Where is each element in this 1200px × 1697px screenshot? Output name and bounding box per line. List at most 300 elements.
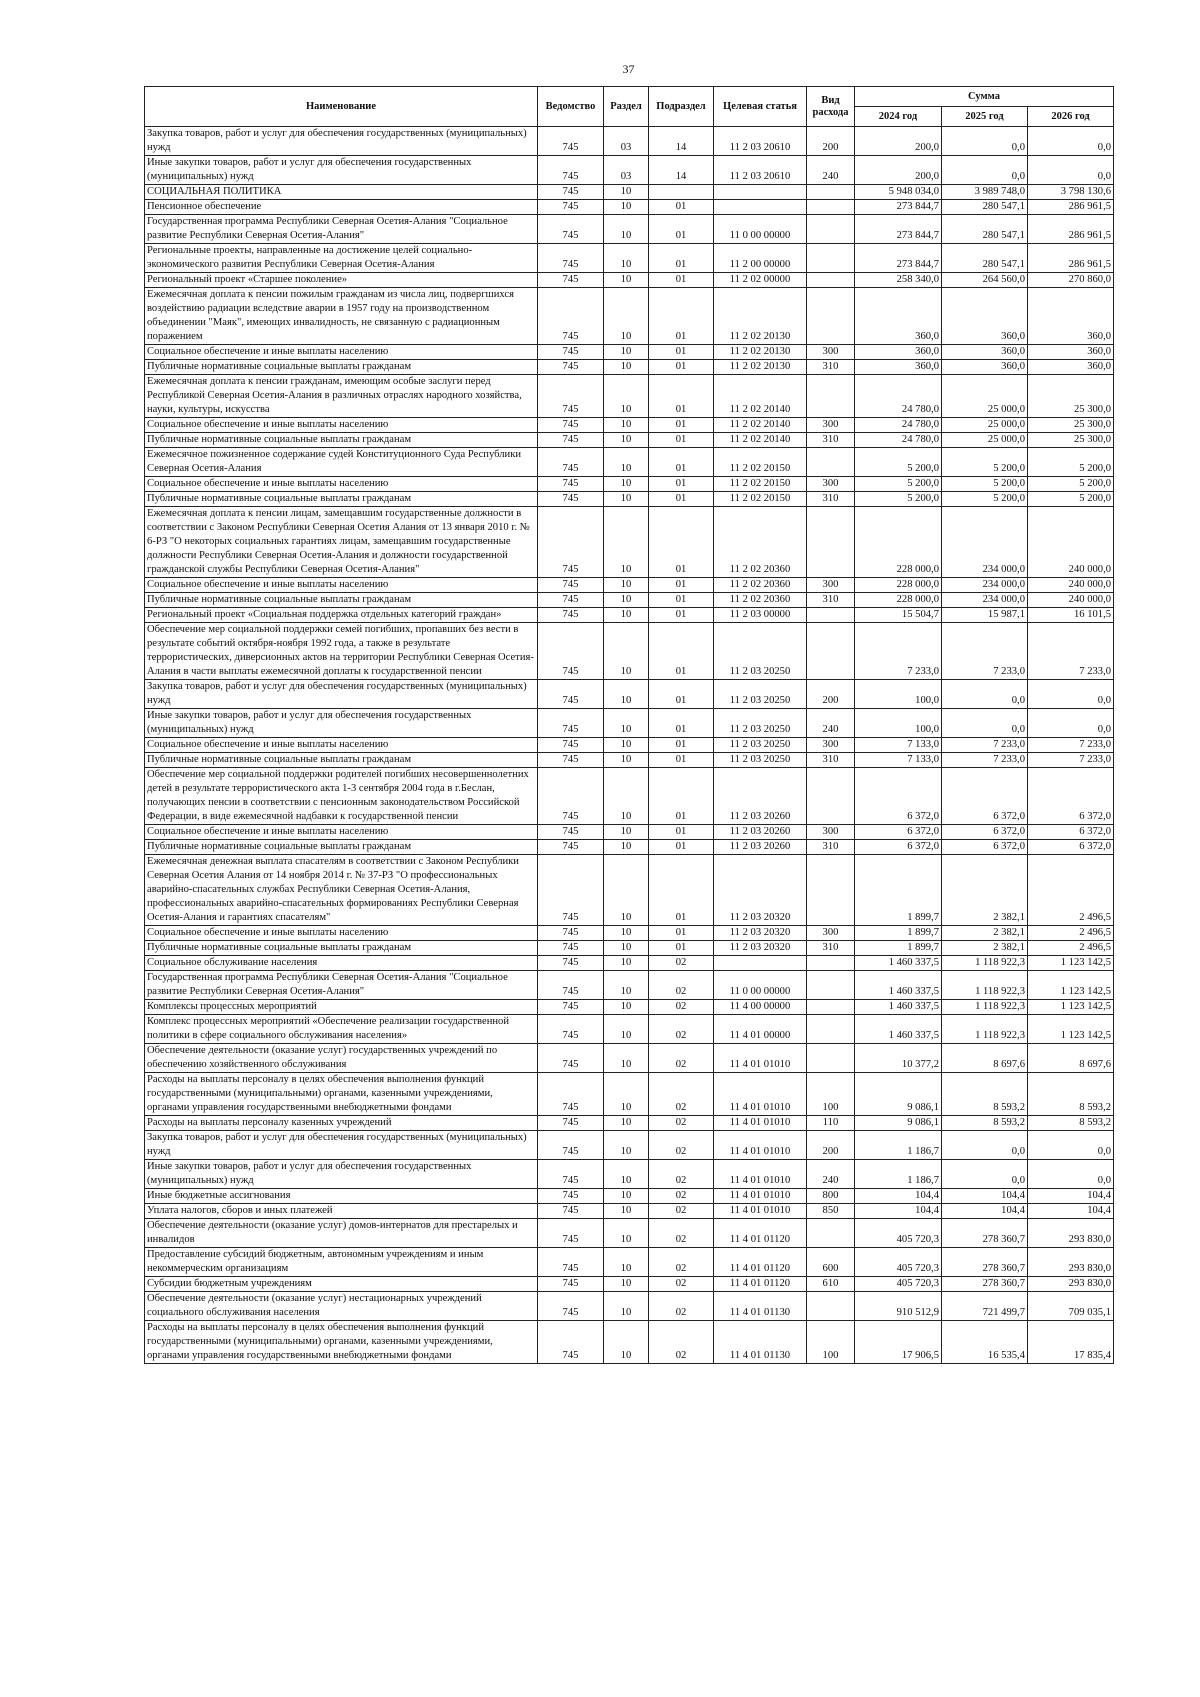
cell-expense-type: 240 bbox=[807, 1160, 855, 1189]
cell-sum-2024: 200,0 bbox=[855, 127, 942, 156]
cell-sum-2025: 0,0 bbox=[942, 1160, 1028, 1189]
cell-sum-2025: 7 233,0 bbox=[942, 623, 1028, 680]
cell-sum-2025: 234 000,0 bbox=[942, 593, 1028, 608]
table-row bbox=[145, 825, 1114, 840]
cell-sum-2025: 278 360,7 bbox=[942, 1277, 1028, 1292]
cell-target-article: 11 2 00 00000 bbox=[714, 244, 807, 273]
cell-sum-2024: 228 000,0 bbox=[855, 507, 942, 578]
table-row bbox=[145, 418, 1114, 433]
table-row bbox=[145, 709, 1114, 738]
cell-razdel: 10 bbox=[604, 1131, 649, 1160]
cell-target-article: 11 2 02 20130 bbox=[714, 288, 807, 345]
cell-expense-type bbox=[807, 185, 855, 200]
cell-sum-2026: 709 035,1 bbox=[1028, 1292, 1114, 1321]
cell-vedomstvo: 745 bbox=[538, 738, 604, 753]
cell-sum-2025: 104,4 bbox=[942, 1189, 1028, 1204]
cell-podrazdel: 02 bbox=[649, 971, 714, 1000]
cell-sum-2026: 286 961,5 bbox=[1028, 244, 1114, 273]
cell-name: СОЦИАЛЬНАЯ ПОЛИТИКА bbox=[145, 185, 538, 200]
cell-razdel: 10 bbox=[604, 753, 649, 768]
cell-sum-2024: 1 186,7 bbox=[855, 1131, 942, 1160]
cell-sum-2024: 360,0 bbox=[855, 345, 942, 360]
cell-razdel: 10 bbox=[604, 477, 649, 492]
cell-expense-type: 850 bbox=[807, 1204, 855, 1219]
cell-vedomstvo: 745 bbox=[538, 926, 604, 941]
cell-name: Обеспечение деятельности (оказание услуг) государственных учреждений по обеспечению хозяйственного обслуживания bbox=[145, 1044, 538, 1073]
cell-razdel: 10 bbox=[604, 608, 649, 623]
cell-expense-type bbox=[807, 273, 855, 288]
cell-vedomstvo: 745 bbox=[538, 492, 604, 507]
cell-expense-type: 100 bbox=[807, 1073, 855, 1116]
table-row bbox=[145, 1292, 1114, 1321]
cell-expense-type: 310 bbox=[807, 941, 855, 956]
cell-vedomstvo: 745 bbox=[538, 578, 604, 593]
table-row bbox=[145, 360, 1114, 375]
cell-podrazdel bbox=[649, 185, 714, 200]
cell-sum-2025: 2 382,1 bbox=[942, 941, 1028, 956]
cell-expense-type bbox=[807, 288, 855, 345]
cell-podrazdel: 02 bbox=[649, 1219, 714, 1248]
cell-sum-2024: 1 899,7 bbox=[855, 855, 942, 926]
cell-sum-2025: 5 200,0 bbox=[942, 477, 1028, 492]
table-row bbox=[145, 1116, 1114, 1131]
cell-name: Социальное обеспечение и иные выплаты населению bbox=[145, 345, 538, 360]
table-row bbox=[145, 433, 1114, 448]
cell-sum-2025: 8 697,6 bbox=[942, 1044, 1028, 1073]
cell-target-article: 11 2 03 20610 bbox=[714, 156, 807, 185]
cell-razdel: 10 bbox=[604, 1000, 649, 1015]
cell-sum-2024: 24 780,0 bbox=[855, 433, 942, 448]
cell-sum-2024: 5 200,0 bbox=[855, 477, 942, 492]
cell-razdel: 10 bbox=[604, 926, 649, 941]
table-row bbox=[145, 185, 1114, 200]
cell-sum-2025: 0,0 bbox=[942, 156, 1028, 185]
cell-expense-type: 110 bbox=[807, 1116, 855, 1131]
cell-sum-2026: 25 300,0 bbox=[1028, 375, 1114, 418]
cell-target-article: 11 2 02 20150 bbox=[714, 492, 807, 507]
cell-sum-2025: 7 233,0 bbox=[942, 738, 1028, 753]
cell-name: Социальное обеспечение и иные выплаты населению bbox=[145, 578, 538, 593]
cell-razdel: 10 bbox=[604, 825, 649, 840]
cell-razdel: 10 bbox=[604, 738, 649, 753]
cell-vedomstvo: 745 bbox=[538, 971, 604, 1000]
cell-sum-2026: 293 830,0 bbox=[1028, 1277, 1114, 1292]
cell-expense-type: 610 bbox=[807, 1277, 855, 1292]
header-target-article: Целевая статья bbox=[714, 87, 807, 127]
cell-sum-2026: 8 593,2 bbox=[1028, 1073, 1114, 1116]
cell-name: Закупка товаров, работ и услуг для обеспечения государственных (муниципальных) нужд bbox=[145, 680, 538, 709]
table-row bbox=[145, 156, 1114, 185]
cell-target-article: 11 4 01 01010 bbox=[714, 1073, 807, 1116]
cell-sum-2026: 2 496,5 bbox=[1028, 941, 1114, 956]
cell-sum-2026: 25 300,0 bbox=[1028, 418, 1114, 433]
cell-target-article bbox=[714, 200, 807, 215]
cell-sum-2024: 273 844,7 bbox=[855, 215, 942, 244]
cell-vedomstvo: 745 bbox=[538, 433, 604, 448]
cell-sum-2026: 7 233,0 bbox=[1028, 738, 1114, 753]
cell-podrazdel: 02 bbox=[649, 1189, 714, 1204]
cell-vedomstvo: 745 bbox=[538, 1116, 604, 1131]
cell-target-article: 11 2 03 20260 bbox=[714, 825, 807, 840]
cell-name: Региональный проект «Старшее поколение» bbox=[145, 273, 538, 288]
cell-vedomstvo: 745 bbox=[538, 1277, 604, 1292]
cell-podrazdel: 01 bbox=[649, 578, 714, 593]
cell-razdel: 10 bbox=[604, 971, 649, 1000]
cell-razdel: 10 bbox=[604, 1292, 649, 1321]
cell-vedomstvo: 745 bbox=[538, 507, 604, 578]
cell-name: Иные закупки товаров, работ и услуг для обеспечения государственных (муниципальных) нужд bbox=[145, 1160, 538, 1189]
cell-razdel: 10 bbox=[604, 956, 649, 971]
cell-sum-2026: 286 961,5 bbox=[1028, 215, 1114, 244]
cell-sum-2024: 24 780,0 bbox=[855, 375, 942, 418]
cell-expense-type bbox=[807, 1292, 855, 1321]
table-row bbox=[145, 127, 1114, 156]
cell-target-article: 11 2 03 20320 bbox=[714, 941, 807, 956]
cell-sum-2026: 2 496,5 bbox=[1028, 855, 1114, 926]
cell-razdel: 10 bbox=[604, 1248, 649, 1277]
cell-name: Государственная программа Республики Северная Осетия-Алания "Социальное развитие Республики Северная Осетия-Алания" bbox=[145, 215, 538, 244]
cell-razdel: 10 bbox=[604, 1189, 649, 1204]
cell-podrazdel: 01 bbox=[649, 433, 714, 448]
cell-name: Публичные нормативные социальные выплаты гражданам bbox=[145, 753, 538, 768]
cell-razdel: 10 bbox=[604, 855, 649, 926]
cell-podrazdel: 01 bbox=[649, 244, 714, 273]
cell-podrazdel: 14 bbox=[649, 127, 714, 156]
cell-sum-2025: 2 382,1 bbox=[942, 855, 1028, 926]
table-row bbox=[145, 1219, 1114, 1248]
header-2025: 2025 год bbox=[942, 107, 1028, 127]
table-row bbox=[145, 840, 1114, 855]
cell-sum-2025: 104,4 bbox=[942, 1204, 1028, 1219]
cell-expense-type bbox=[807, 507, 855, 578]
table-row bbox=[145, 956, 1114, 971]
cell-expense-type bbox=[807, 1044, 855, 1073]
cell-sum-2025: 0,0 bbox=[942, 680, 1028, 709]
cell-name: Ежемесячная денежная выплата спасателям в соответствии с Законом Республики Северная Осетия Алания от 14 ноября 2014 г. № 37-РЗ "О профессиональных аварийно-спасательных службах Республики Северная Осетия-Алания, профессиональных аварийно-спасательных формированиях Республики Северная Осетия-Алания и гарантиях спасателям" bbox=[145, 855, 538, 926]
page-number: 37 bbox=[622, 62, 635, 76]
cell-sum-2024: 10 377,2 bbox=[855, 1044, 942, 1073]
cell-expense-type: 800 bbox=[807, 1189, 855, 1204]
cell-sum-2026: 6 372,0 bbox=[1028, 825, 1114, 840]
cell-sum-2024: 405 720,3 bbox=[855, 1277, 942, 1292]
cell-target-article: 11 4 01 01130 bbox=[714, 1321, 807, 1364]
cell-sum-2026: 360,0 bbox=[1028, 345, 1114, 360]
cell-target-article: 11 2 02 20150 bbox=[714, 477, 807, 492]
cell-name: Социальное обеспечение и иные выплаты населению bbox=[145, 418, 538, 433]
cell-sum-2025: 6 372,0 bbox=[942, 840, 1028, 855]
cell-podrazdel: 01 bbox=[649, 215, 714, 244]
cell-podrazdel: 01 bbox=[649, 593, 714, 608]
cell-vedomstvo: 745 bbox=[538, 345, 604, 360]
cell-vedomstvo: 745 bbox=[538, 200, 604, 215]
cell-sum-2024: 15 504,7 bbox=[855, 608, 942, 623]
cell-expense-type: 600 bbox=[807, 1248, 855, 1277]
cell-sum-2026: 3 798 130,6 bbox=[1028, 185, 1114, 200]
cell-name: Предоставление субсидий бюджетным, автономным учреждениям и иным некоммерческим организациям bbox=[145, 1248, 538, 1277]
table-row bbox=[145, 215, 1114, 244]
cell-sum-2024: 1 899,7 bbox=[855, 926, 942, 941]
cell-expense-type bbox=[807, 855, 855, 926]
cell-name: Социальное обеспечение и иные выплаты населению bbox=[145, 825, 538, 840]
cell-sum-2026: 270 860,0 bbox=[1028, 273, 1114, 288]
cell-razdel: 10 bbox=[604, 273, 649, 288]
table-row bbox=[145, 1044, 1114, 1073]
cell-podrazdel: 01 bbox=[649, 477, 714, 492]
cell-razdel: 10 bbox=[604, 288, 649, 345]
cell-razdel: 10 bbox=[604, 448, 649, 477]
cell-sum-2026: 0,0 bbox=[1028, 156, 1114, 185]
cell-podrazdel: 01 bbox=[649, 709, 714, 738]
cell-sum-2026: 0,0 bbox=[1028, 127, 1114, 156]
cell-podrazdel: 01 bbox=[649, 273, 714, 288]
cell-expense-type: 300 bbox=[807, 738, 855, 753]
cell-expense-type bbox=[807, 448, 855, 477]
cell-name: Комплексы процессных мероприятий bbox=[145, 1000, 538, 1015]
cell-sum-2026: 6 372,0 bbox=[1028, 840, 1114, 855]
cell-sum-2025: 234 000,0 bbox=[942, 578, 1028, 593]
table-row bbox=[145, 738, 1114, 753]
cell-expense-type bbox=[807, 244, 855, 273]
cell-expense-type bbox=[807, 375, 855, 418]
cell-sum-2026: 16 101,5 bbox=[1028, 608, 1114, 623]
cell-podrazdel: 02 bbox=[649, 1160, 714, 1189]
cell-vedomstvo: 745 bbox=[538, 244, 604, 273]
cell-vedomstvo: 745 bbox=[538, 623, 604, 680]
cell-sum-2024: 24 780,0 bbox=[855, 418, 942, 433]
cell-sum-2024: 100,0 bbox=[855, 680, 942, 709]
header-vedomstvo: Ведомство bbox=[538, 87, 604, 127]
cell-razdel: 10 bbox=[604, 680, 649, 709]
cell-razdel: 10 bbox=[604, 1015, 649, 1044]
cell-target-article: 11 4 01 01010 bbox=[714, 1204, 807, 1219]
cell-expense-type: 300 bbox=[807, 825, 855, 840]
cell-target-article: 11 4 01 01130 bbox=[714, 1292, 807, 1321]
cell-sum-2024: 7 133,0 bbox=[855, 753, 942, 768]
cell-expense-type: 310 bbox=[807, 840, 855, 855]
cell-sum-2026: 7 233,0 bbox=[1028, 753, 1114, 768]
cell-podrazdel: 01 bbox=[649, 448, 714, 477]
cell-sum-2024: 258 340,0 bbox=[855, 273, 942, 288]
cell-expense-type: 310 bbox=[807, 593, 855, 608]
cell-sum-2026: 104,4 bbox=[1028, 1204, 1114, 1219]
cell-expense-type bbox=[807, 768, 855, 825]
table-row bbox=[145, 1189, 1114, 1204]
cell-vedomstvo: 745 bbox=[538, 956, 604, 971]
cell-sum-2025: 278 360,7 bbox=[942, 1219, 1028, 1248]
header-2024: 2024 год bbox=[855, 107, 942, 127]
cell-expense-type: 300 bbox=[807, 345, 855, 360]
table-row bbox=[145, 1131, 1114, 1160]
cell-sum-2024: 273 844,7 bbox=[855, 244, 942, 273]
cell-sum-2026: 5 200,0 bbox=[1028, 448, 1114, 477]
cell-name: Региональные проекты, направленные на достижение целей социально-экономического развития Республики Северная Осетия-Алания bbox=[145, 244, 538, 273]
cell-name: Иные бюджетные ассигнования bbox=[145, 1189, 538, 1204]
cell-expense-type: 310 bbox=[807, 433, 855, 448]
cell-sum-2024: 405 720,3 bbox=[855, 1219, 942, 1248]
cell-sum-2024: 360,0 bbox=[855, 360, 942, 375]
cell-target-article: 11 2 03 00000 bbox=[714, 608, 807, 623]
cell-razdel: 10 bbox=[604, 200, 649, 215]
cell-target-article: 11 2 02 20140 bbox=[714, 375, 807, 418]
table-row bbox=[145, 1204, 1114, 1219]
cell-podrazdel: 01 bbox=[649, 200, 714, 215]
cell-razdel: 10 bbox=[604, 1116, 649, 1131]
cell-vedomstvo: 745 bbox=[538, 477, 604, 492]
cell-razdel: 10 bbox=[604, 1073, 649, 1116]
cell-vedomstvo: 745 bbox=[538, 1248, 604, 1277]
cell-razdel: 10 bbox=[604, 1321, 649, 1364]
cell-name: Расходы на выплаты персоналу казенных учреждений bbox=[145, 1116, 538, 1131]
cell-podrazdel: 01 bbox=[649, 507, 714, 578]
cell-podrazdel: 02 bbox=[649, 1321, 714, 1364]
cell-name: Социальное обслуживание населения bbox=[145, 956, 538, 971]
cell-target-article: 11 4 01 01010 bbox=[714, 1189, 807, 1204]
cell-podrazdel: 01 bbox=[649, 753, 714, 768]
cell-sum-2024: 1 899,7 bbox=[855, 941, 942, 956]
cell-sum-2025: 280 547,1 bbox=[942, 244, 1028, 273]
cell-sum-2025: 5 200,0 bbox=[942, 492, 1028, 507]
cell-podrazdel: 01 bbox=[649, 941, 714, 956]
table-row bbox=[145, 753, 1114, 768]
cell-name: Субсидии бюджетным учреждениям bbox=[145, 1277, 538, 1292]
cell-vedomstvo: 745 bbox=[538, 1189, 604, 1204]
cell-sum-2025: 360,0 bbox=[942, 360, 1028, 375]
cell-name: Иные закупки товаров, работ и услуг для обеспечения государственных (муниципальных) нужд bbox=[145, 156, 538, 185]
cell-target-article: 11 2 02 20130 bbox=[714, 360, 807, 375]
cell-name: Комплекс процессных мероприятий «Обеспечение реализации государственной политики в сфере социального обслуживания населения» bbox=[145, 1015, 538, 1044]
cell-sum-2025: 16 535,4 bbox=[942, 1321, 1028, 1364]
table-row bbox=[145, 200, 1114, 215]
cell-sum-2026: 0,0 bbox=[1028, 709, 1114, 738]
cell-sum-2025: 2 382,1 bbox=[942, 926, 1028, 941]
cell-sum-2025: 5 200,0 bbox=[942, 448, 1028, 477]
table-body bbox=[145, 127, 1114, 1364]
cell-name: Публичные нормативные социальные выплаты гражданам bbox=[145, 593, 538, 608]
cell-podrazdel: 01 bbox=[649, 768, 714, 825]
cell-sum-2026: 240 000,0 bbox=[1028, 593, 1114, 608]
cell-target-article: 11 2 02 20360 bbox=[714, 593, 807, 608]
cell-vedomstvo: 745 bbox=[538, 1044, 604, 1073]
cell-sum-2025: 0,0 bbox=[942, 1131, 1028, 1160]
table-row bbox=[145, 507, 1114, 578]
cell-vedomstvo: 745 bbox=[538, 215, 604, 244]
cell-razdel: 10 bbox=[604, 1044, 649, 1073]
cell-expense-type: 200 bbox=[807, 1131, 855, 1160]
cell-podrazdel: 02 bbox=[649, 1015, 714, 1044]
cell-podrazdel: 14 bbox=[649, 156, 714, 185]
cell-sum-2024: 104,4 bbox=[855, 1204, 942, 1219]
cell-sum-2024: 7 233,0 bbox=[855, 623, 942, 680]
cell-razdel: 10 bbox=[604, 623, 649, 680]
cell-razdel: 10 bbox=[604, 185, 649, 200]
cell-name: Публичные нормативные социальные выплаты гражданам bbox=[145, 840, 538, 855]
cell-sum-2025: 0,0 bbox=[942, 127, 1028, 156]
cell-name: Государственная программа Республики Северная Осетия-Алания "Социальное развитие Республики Северная Осетия-Алания" bbox=[145, 971, 538, 1000]
cell-razdel: 10 bbox=[604, 593, 649, 608]
cell-vedomstvo: 745 bbox=[538, 1073, 604, 1116]
cell-podrazdel: 02 bbox=[649, 1248, 714, 1277]
header-razdel: Раздел bbox=[604, 87, 649, 127]
table-row bbox=[145, 593, 1114, 608]
cell-razdel: 10 bbox=[604, 418, 649, 433]
cell-name: Иные закупки товаров, работ и услуг для обеспечения государственных (муниципальных) нужд bbox=[145, 709, 538, 738]
cell-vedomstvo: 745 bbox=[538, 941, 604, 956]
cell-sum-2025: 6 372,0 bbox=[942, 768, 1028, 825]
cell-razdel: 10 bbox=[604, 840, 649, 855]
cell-vedomstvo: 745 bbox=[538, 608, 604, 623]
cell-sum-2026: 8 697,6 bbox=[1028, 1044, 1114, 1073]
cell-sum-2026: 6 372,0 bbox=[1028, 768, 1114, 825]
cell-expense-type bbox=[807, 623, 855, 680]
cell-sum-2025: 278 360,7 bbox=[942, 1248, 1028, 1277]
table-row bbox=[145, 288, 1114, 345]
cell-target-article: 11 2 02 20360 bbox=[714, 578, 807, 593]
cell-razdel: 10 bbox=[604, 215, 649, 244]
cell-name: Ежемесячная доплата к пенсии лицам, замещавшим государственные должности в соответствии с Законом Республики Северная Осетия Алания от 13 января 2010 г. № 6-РЗ "О некоторых социальных гарантиях лицам, замещавшим государственные должности Республики Северная Осетия-Алания и должности государственной гражданской службы Республики Северная Осетия-Алания" bbox=[145, 507, 538, 578]
cell-sum-2026: 2 496,5 bbox=[1028, 926, 1114, 941]
cell-target-article: 11 4 01 01120 bbox=[714, 1248, 807, 1277]
cell-sum-2026: 240 000,0 bbox=[1028, 507, 1114, 578]
cell-target-article: 11 4 00 00000 bbox=[714, 1000, 807, 1015]
cell-expense-type: 300 bbox=[807, 578, 855, 593]
table-row bbox=[145, 375, 1114, 418]
table-row bbox=[145, 926, 1114, 941]
header-sum: Сумма bbox=[855, 87, 1114, 107]
table-row bbox=[145, 623, 1114, 680]
cell-podrazdel: 02 bbox=[649, 1204, 714, 1219]
cell-expense-type bbox=[807, 1015, 855, 1044]
header-2026: 2026 год bbox=[1028, 107, 1114, 127]
cell-podrazdel: 02 bbox=[649, 1044, 714, 1073]
cell-sum-2026: 0,0 bbox=[1028, 680, 1114, 709]
cell-target-article: 11 0 00 00000 bbox=[714, 215, 807, 244]
cell-sum-2026: 293 830,0 bbox=[1028, 1248, 1114, 1277]
cell-podrazdel: 01 bbox=[649, 840, 714, 855]
table-row bbox=[145, 768, 1114, 825]
cell-sum-2024: 5 200,0 bbox=[855, 448, 942, 477]
cell-expense-type: 300 bbox=[807, 418, 855, 433]
cell-name: Социальное обеспечение и иные выплаты населению bbox=[145, 926, 538, 941]
cell-sum-2025: 280 547,1 bbox=[942, 215, 1028, 244]
cell-name: Региональный проект «Социальная поддержка отдельных категорий граждан» bbox=[145, 608, 538, 623]
cell-sum-2025: 25 000,0 bbox=[942, 375, 1028, 418]
cell-sum-2024: 6 372,0 bbox=[855, 840, 942, 855]
cell-target-article: 11 4 01 01010 bbox=[714, 1044, 807, 1073]
cell-podrazdel: 01 bbox=[649, 288, 714, 345]
cell-name: Уплата налогов, сборов и иных платежей bbox=[145, 1204, 538, 1219]
cell-vedomstvo: 745 bbox=[538, 840, 604, 855]
table-row bbox=[145, 273, 1114, 288]
cell-expense-type: 240 bbox=[807, 709, 855, 738]
cell-podrazdel: 01 bbox=[649, 926, 714, 941]
cell-sum-2025: 264 560,0 bbox=[942, 273, 1028, 288]
cell-target-article: 11 4 01 01010 bbox=[714, 1131, 807, 1160]
cell-sum-2025: 1 118 922,3 bbox=[942, 1015, 1028, 1044]
cell-vedomstvo: 745 bbox=[538, 825, 604, 840]
cell-sum-2025: 8 593,2 bbox=[942, 1073, 1028, 1116]
cell-target-article: 11 0 00 00000 bbox=[714, 971, 807, 1000]
cell-sum-2025: 6 372,0 bbox=[942, 825, 1028, 840]
cell-vedomstvo: 745 bbox=[538, 709, 604, 738]
cell-vedomstvo: 745 bbox=[538, 768, 604, 825]
cell-expense-type bbox=[807, 200, 855, 215]
cell-name: Ежемесячное пожизненное содержание судей Конституционного Суда Республики Северная Осетия-Алания bbox=[145, 448, 538, 477]
cell-expense-type bbox=[807, 1000, 855, 1015]
table-row bbox=[145, 971, 1114, 1000]
cell-vedomstvo: 745 bbox=[538, 1219, 604, 1248]
table-row bbox=[145, 1015, 1114, 1044]
cell-sum-2024: 7 133,0 bbox=[855, 738, 942, 753]
